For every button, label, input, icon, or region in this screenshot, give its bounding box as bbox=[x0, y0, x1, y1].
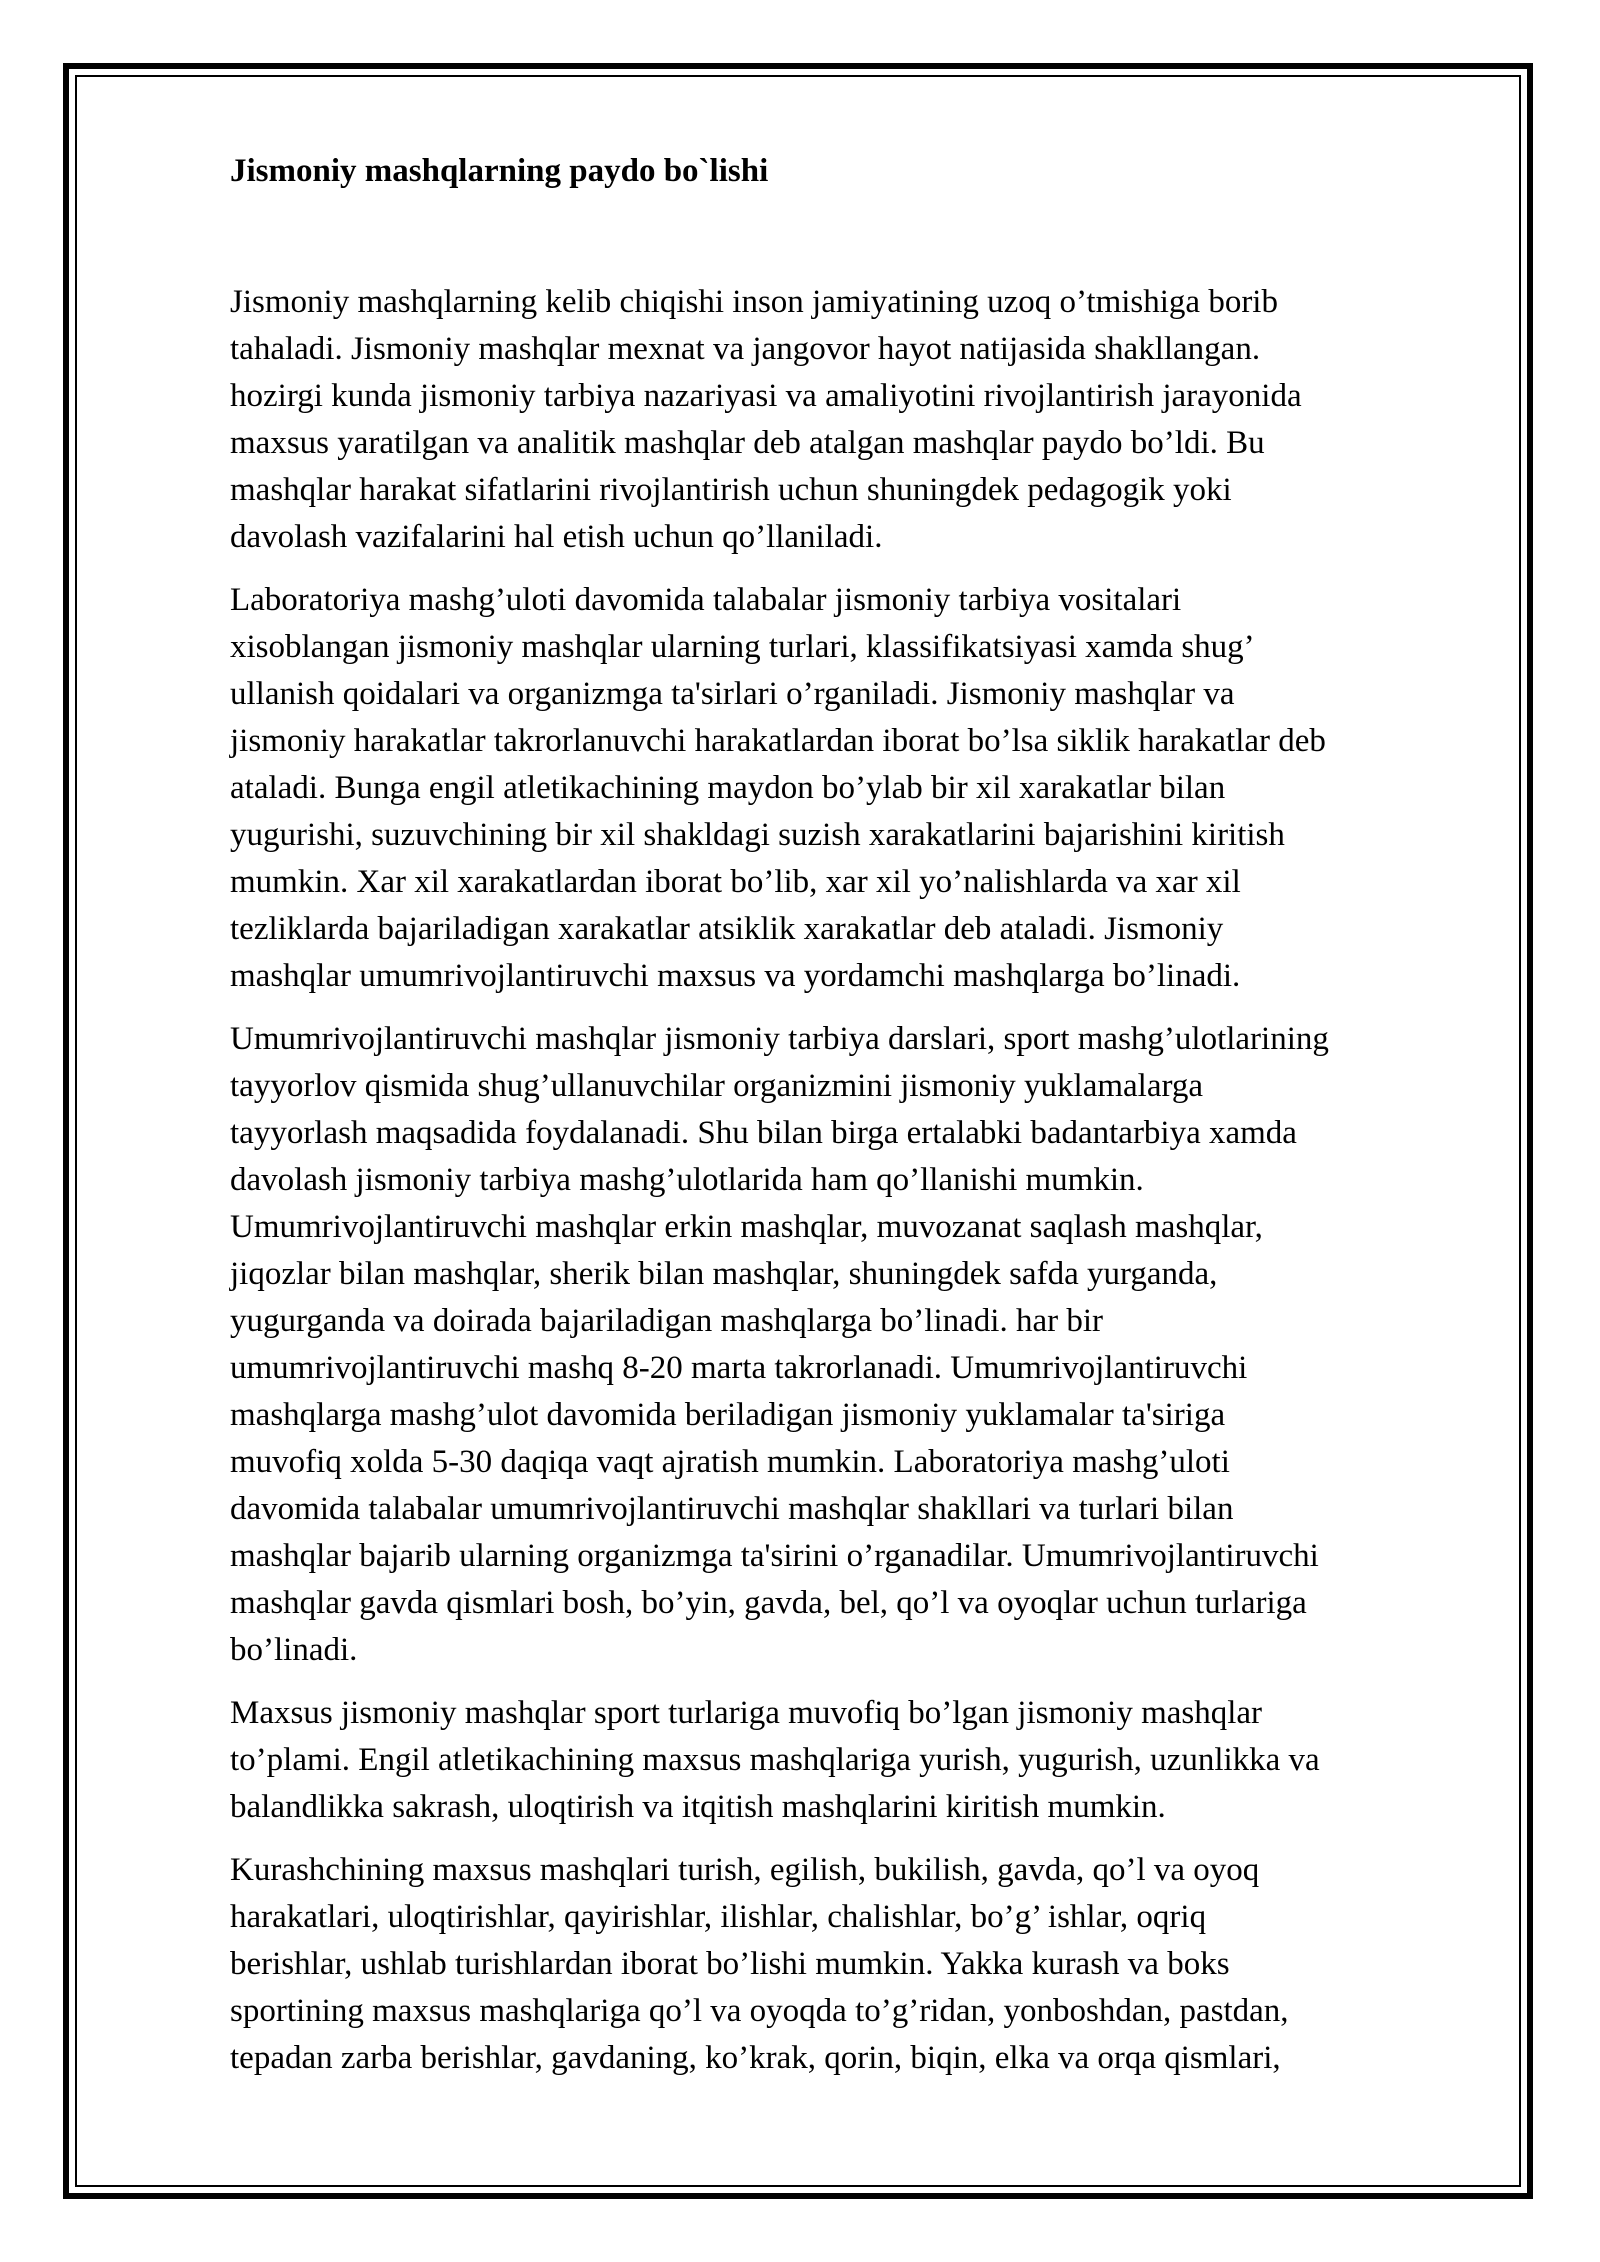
text-line: jiqozlar bilan mashqlar, sherik bilan mashqlar, shuningdek safda yurganda, bbox=[230, 1255, 1218, 1292]
text-line: tepadan zarba berishlar, gavdaning, ko’krak, qorin, biqin, elka va orqa qismlari, bbox=[230, 2039, 1281, 2076]
text-line: mashqlarga mashg’ulot davomida beriladigan jismoniy yuklamalar ta'siriga bbox=[230, 1396, 1226, 1433]
text-line: mashqlar umumrivojlantiruvchi maxsus va yordamchi mashqlarga bo’linadi. bbox=[230, 957, 1241, 994]
paragraph bbox=[230, 279, 1500, 561]
text-line: xisoblangan jismoniy mashqlar ularning turlari, klassifikatsiyasi xamda shug’ bbox=[230, 628, 1255, 665]
text-line: ataladi. Bunga engil atletikachining maydon bo’ylab bir xil xarakatlar bilan bbox=[230, 769, 1226, 806]
text-line: muvofiq xolda 5-30 daqiqa vaqt ajratish mumkin. Laboratoriya mashg’uloti bbox=[230, 1443, 1230, 1480]
text-line: tezliklarda bajariladigan xarakatlar atsiklik xarakatlar deb ataladi. Jismoniy bbox=[230, 910, 1224, 947]
text-line: davolash vazifalarini hal etish uchun qo’llaniladi. bbox=[230, 518, 883, 555]
text-line: tayyorlov qismida shug’ullanuvchilar organizmini jismoniy yuklamalarga bbox=[230, 1067, 1204, 1104]
text-line: berishlar, ushlab turishlardan iborat bo’lishi mumkin. Yakka kurash va boks bbox=[230, 1945, 1230, 1982]
text-line: davolash jismoniy tarbiya mashg’ulotlarida ham qo’llanishi mumkin. bbox=[230, 1161, 1144, 1198]
text-line: Umumrivojlantiruvchi mashqlar jismoniy tarbiya darslari, sport mashg’ulotlarining bbox=[230, 1020, 1329, 1057]
text-line: yugurganda va doirada bajariladigan mashqlarga bo’linadi. har bir bbox=[230, 1302, 1103, 1339]
text-line: bo’linadi. bbox=[230, 1631, 358, 1668]
text-line: maxsus yaratilgan va analitik mashqlar deb atalgan mashqlar paydo bo’ldi. Bu bbox=[230, 424, 1265, 461]
text-line: yugurishi, suzuvchining bir xil shakldagi suzish xarakatlarini bajarishini kiritish bbox=[230, 816, 1285, 853]
paragraph bbox=[230, 1016, 1500, 1674]
text-line: Laboratoriya mashg’uloti davomida talabalar jismoniy tarbiya vositalari bbox=[230, 581, 1182, 618]
paragraph bbox=[230, 1847, 1500, 2082]
text-line: tayyorlash maqsadida foydalanadi. Shu bilan birga ertalabki badantarbiya xamda bbox=[230, 1114, 1297, 1151]
text-line: tahaladi. Jismoniy mashqlar mexnat va jangovor hayot natijasida shakllangan. bbox=[230, 330, 1261, 367]
document-title: Jismoniy mashqlarning paydo bo`lishi bbox=[230, 153, 769, 189]
paragraph bbox=[230, 1690, 1500, 1831]
text-line: balandlikka sakrash, uloqtirish va itqitish mashqlarini kiritish mumkin. bbox=[230, 1788, 1166, 1825]
text-line: mumkin. Xar xil xarakatlardan iborat bo’lib, xar xil yo’nalishlarda va xar xil bbox=[230, 863, 1241, 900]
text-line: umumrivojlantiruvchi mashq 8-20 marta takrorlanadi. Umumrivojlantiruvchi bbox=[230, 1349, 1248, 1386]
text-line: davomida talabalar umumrivojlantiruvchi mashqlar shakllari va turlari bilan bbox=[230, 1490, 1234, 1527]
text-line: Maxsus jismoniy mashqlar sport turlariga muvofiq bo’lgan jismoniy mashqlar bbox=[230, 1694, 1263, 1731]
text-line: mashqlar harakat sifatlarini rivojlantirish uchun shuningdek pedagogik yoki bbox=[230, 471, 1232, 508]
text-line: hozirgi kunda jismoniy tarbiya nazariyasi va amaliyotini rivojlantirish jarayonida bbox=[230, 377, 1302, 414]
text-line: to’plami. Engil atletikachining maxsus mashqlariga yurish, yugurish, uzunlikka va bbox=[230, 1741, 1320, 1778]
text-line: jismoniy harakatlar takrorlanuvchi harakatlardan iborat bo’lsa siklik harakatlar deb bbox=[230, 722, 1326, 759]
document-content bbox=[230, 150, 1500, 2098]
text-line: sportining maxsus mashqlariga qo’l va oyoqda to’g’ridan, yonboshdan, pastdan, bbox=[230, 1992, 1289, 2029]
text-line: mashqlar gavda qismlari bosh, bo’yin, gavda, bel, qo’l va oyoqlar uchun turlariga bbox=[230, 1584, 1307, 1621]
text-line: Kurashchining maxsus mashqlari turish, egilish, bukilish, gavda, qo’l va oyoq bbox=[230, 1851, 1260, 1888]
document-body bbox=[230, 279, 1500, 2082]
text-line: harakatlari, uloqtirishlar, qayirishlar, ilishlar, chalishlar, bo’g’ ishlar, oqriq bbox=[230, 1898, 1207, 1935]
paragraph bbox=[230, 577, 1500, 1000]
text-line: ullanish qoidalari va organizmga ta'sirlari o’rganiladi. Jismoniy mashqlar va bbox=[230, 675, 1235, 712]
text-line: Jismoniy mashqlarning kelib chiqishi inson jamiyatining uzoq o’tmishiga borib bbox=[230, 283, 1278, 320]
text-line: mashqlar bajarib ularning organizmga ta'sirini o’rganadilar. Umumrivojlantiruvchi bbox=[230, 1537, 1319, 1574]
text-line: Umumrivojlantiruvchi mashqlar erkin mashqlar, muvozanat saqlash mashqlar, bbox=[230, 1208, 1263, 1245]
